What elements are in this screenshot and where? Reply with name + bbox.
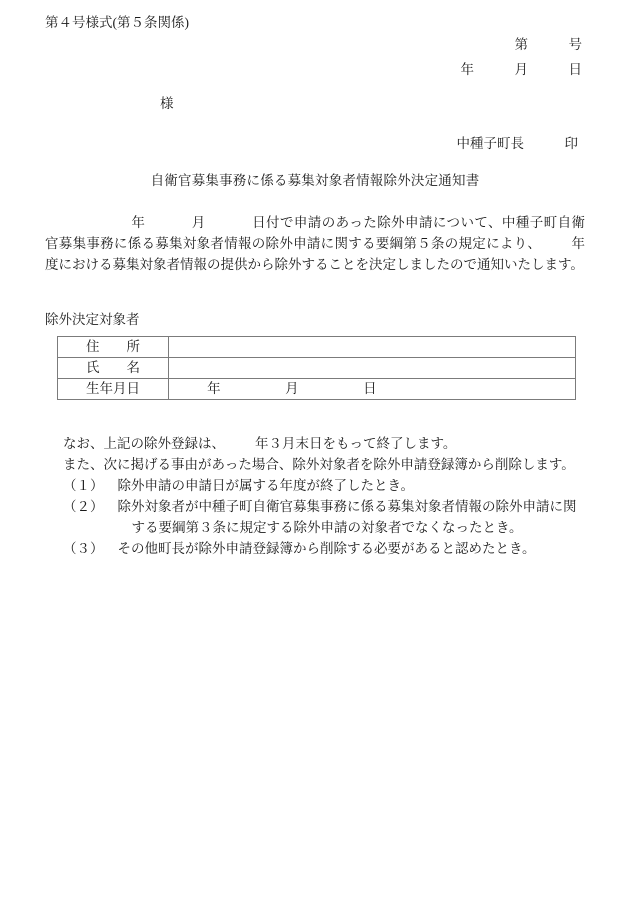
exclusion-target-table xyxy=(57,336,576,400)
addressee-honorific: 様 xyxy=(160,96,174,111)
document-date-line: 年 月 日 xyxy=(460,61,582,77)
note-termination-prefix: なお、上記の除外登録は、 xyxy=(63,436,225,451)
body-main-text: 日付で申請のあった除外申請について、中種子町自衛官募集事務に係る募集対象者情報の除外申請に関する要綱第５条の規定により、 xyxy=(45,215,586,251)
birthdate-month: 月 xyxy=(285,381,299,397)
clause-number: （２） xyxy=(63,499,104,514)
table-row xyxy=(58,379,576,400)
birthdate-day: 日 xyxy=(363,381,377,397)
clause-text: 除外申請の申請日が属する年度が終了したとき。 xyxy=(117,478,414,493)
table-label-address: 住 所 xyxy=(58,337,169,358)
body-fiscal-year-text: 年度における募集対象者情報の提供から除外することを決定しましたので通知いたします。 xyxy=(45,236,586,272)
table-label-name: 氏 名 xyxy=(58,358,169,379)
table-value-birthdate[interactable] xyxy=(169,379,576,400)
document-title: 自衛官募集事務に係る募集対象者情報除外決定通知書 xyxy=(150,173,480,188)
birthdate-year: 年 xyxy=(207,381,221,397)
issuer-name: 中種子町長 印 xyxy=(456,136,578,151)
table-value-name[interactable] xyxy=(169,358,576,379)
notes-section xyxy=(45,433,590,559)
clause-number: （１） xyxy=(63,478,104,493)
document-meta-block xyxy=(461,38,583,76)
document-number-line: 第 号 xyxy=(514,37,582,52)
clause-number: （３） xyxy=(63,541,104,556)
note-line-deletion: また、次に掲げる事由があった場合、除外対象者を除外申請登録簿から削除します。 xyxy=(63,457,575,472)
body-paragraph xyxy=(45,212,585,275)
clause-text-line1: 除外対象者が中種子町自衛官募集事務に係る募集対象者情報の除外申請に関 xyxy=(117,499,577,514)
form-number: 第４号様式(第５条関係) xyxy=(45,15,189,30)
table-row xyxy=(58,337,576,358)
table-value-address[interactable] xyxy=(169,337,576,358)
table-caption: 除外決定対象者 xyxy=(45,312,140,327)
clause-item xyxy=(45,496,590,538)
clause-item xyxy=(45,538,590,559)
table-row xyxy=(58,358,576,379)
birthdate-fields xyxy=(169,382,575,396)
clause-text-continuation: する要綱第３条に規定する除外申請の対象者でなくなったとき。 xyxy=(131,520,523,535)
body-date-year: 年 xyxy=(131,215,146,230)
clause-item xyxy=(45,475,590,496)
clause-text xyxy=(104,496,591,538)
clause-text: その他町長が除外申請登録簿から削除する必要があると認めたとき。 xyxy=(117,541,536,556)
note-termination-suffix: 年３月末日をもって終了します。 xyxy=(255,436,457,451)
table-label-birthdate: 生年月日 xyxy=(58,379,169,400)
body-date-month: 月 xyxy=(191,215,206,230)
note-line-termination xyxy=(45,433,590,454)
